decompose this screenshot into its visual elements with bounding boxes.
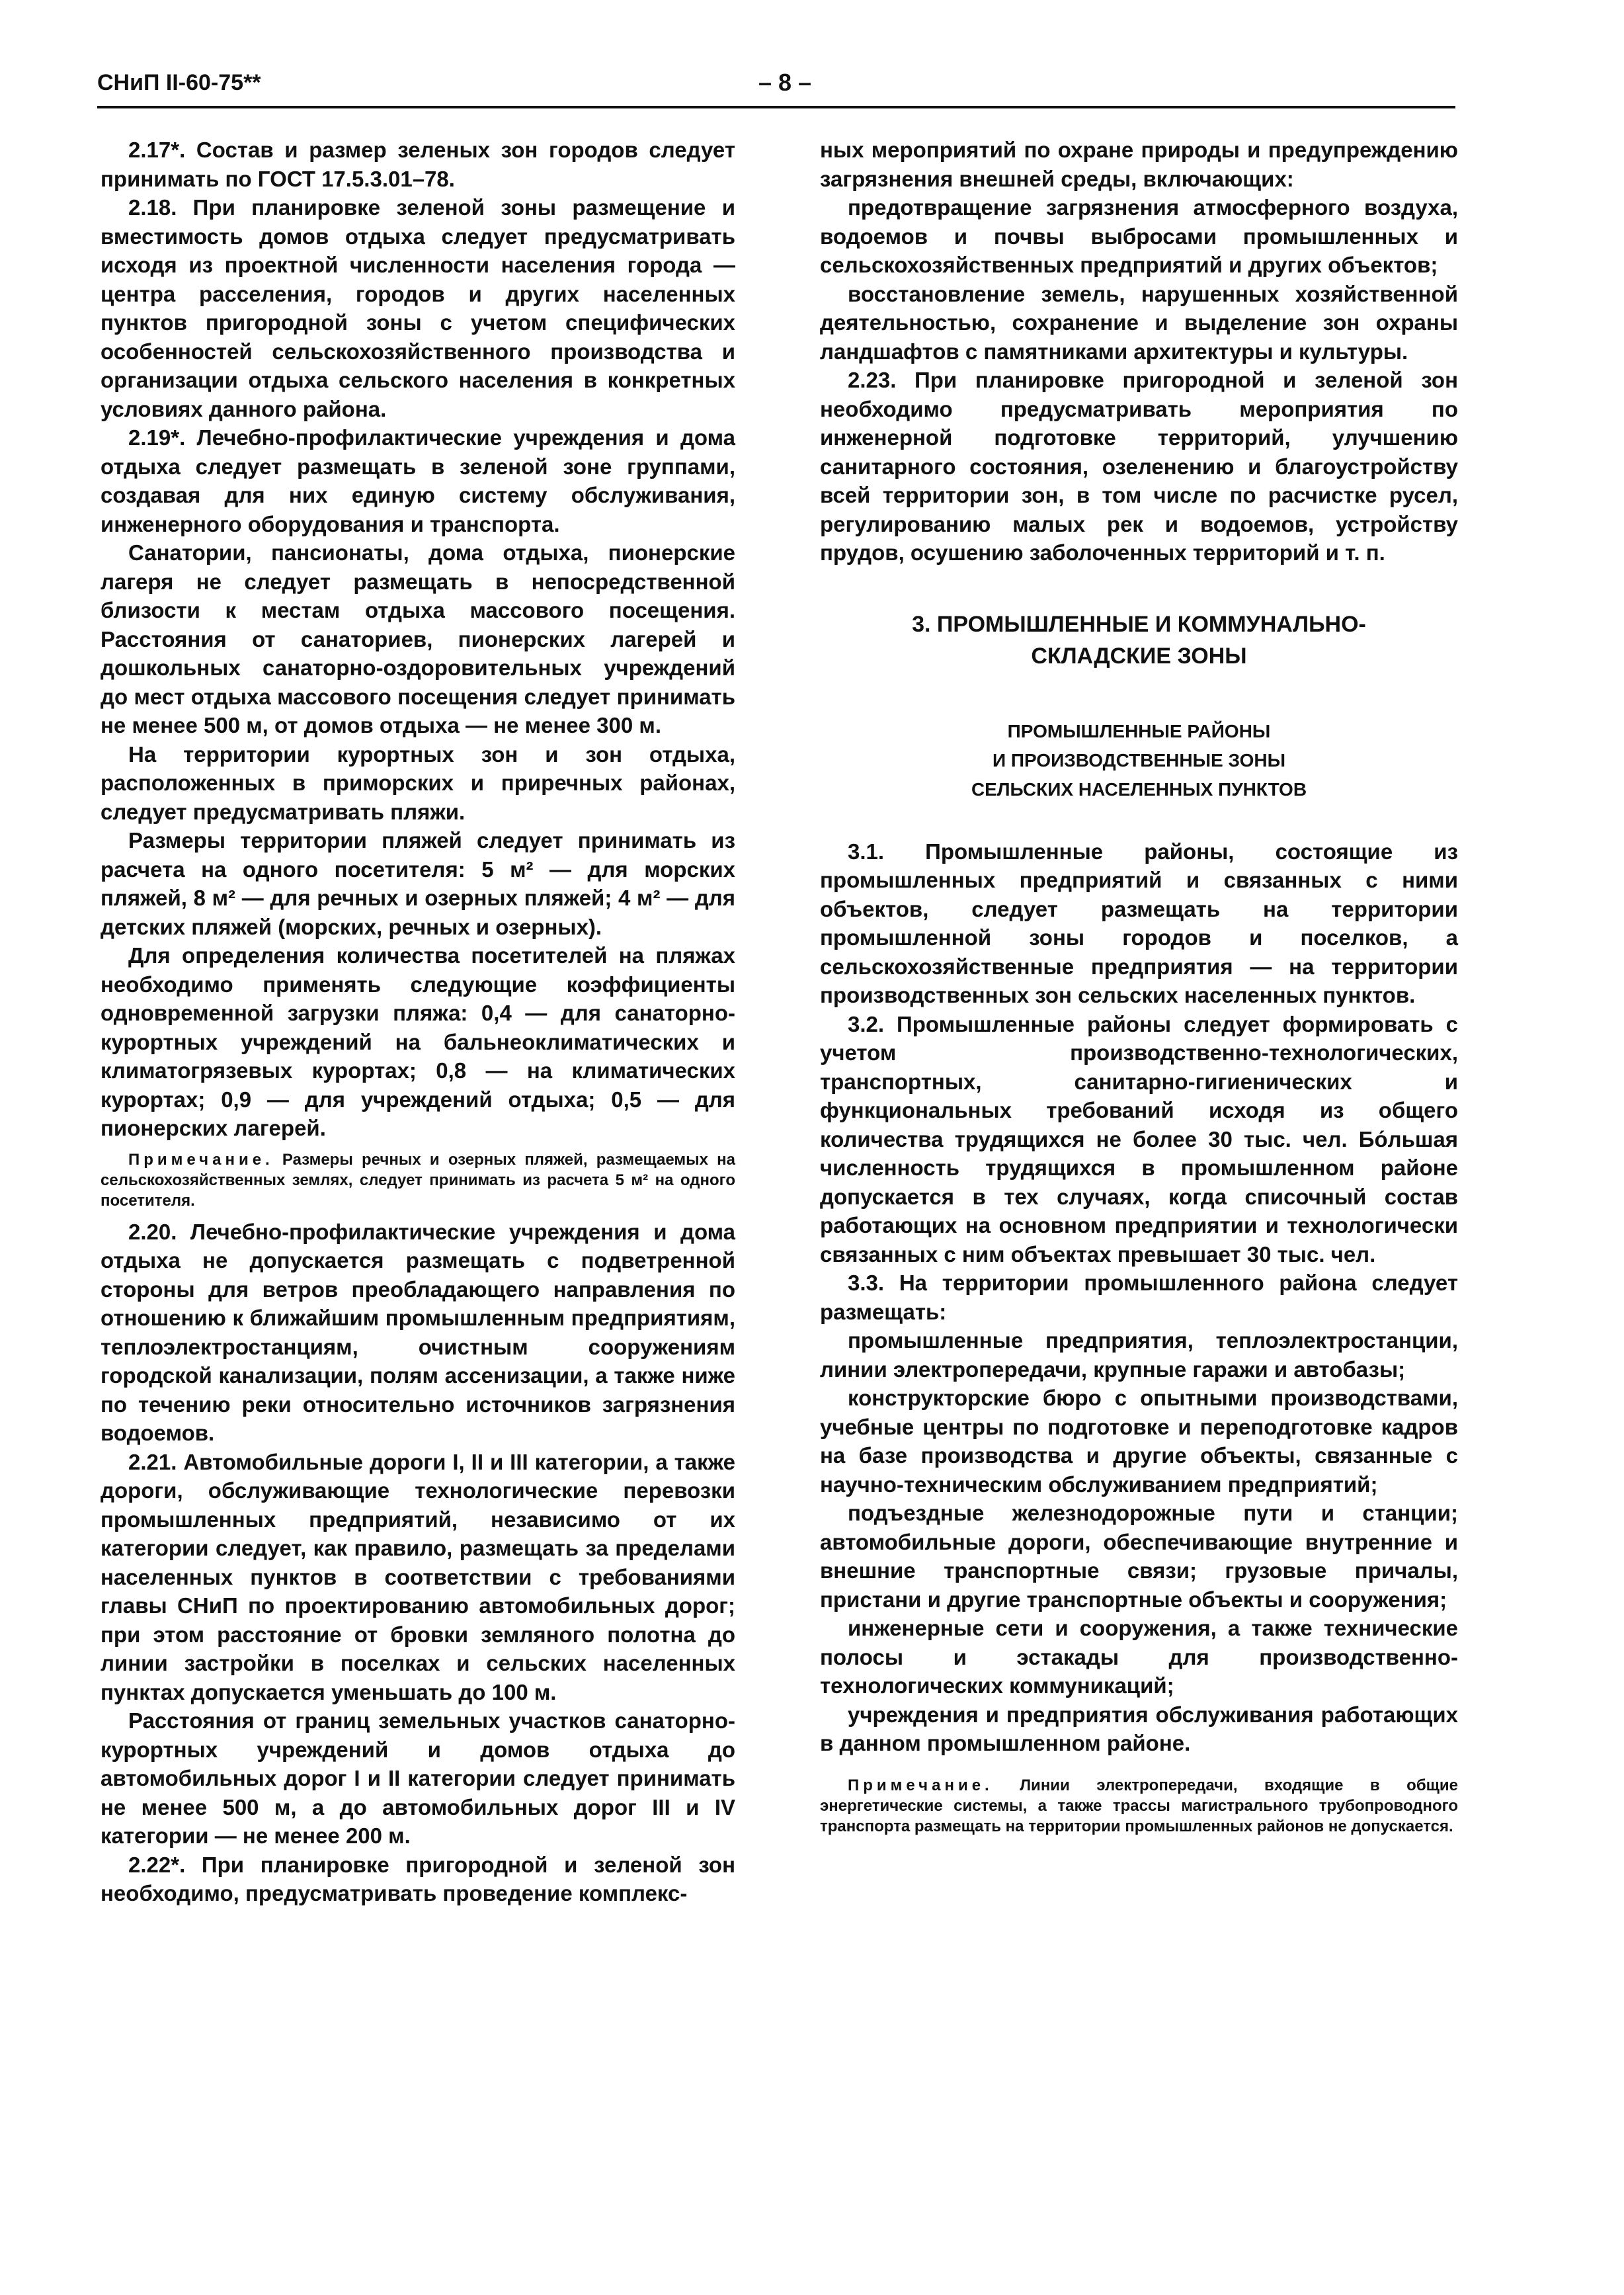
- clause-3-2: 3.2. Промышленные районы следует формировать с учетом производственно-технологических, транспортных, санитарно-гигиенических и функциональных требований исходя из общего количества трудящихся не более 30 тыс. чел. Бо́льшая численность трудящихся в промышленном районе допускается в тех случаях, когда списочный состав работающих на основном предприятии и технологически связанных с ним объектах превышает 30 тыс. чел.: [820, 1011, 1458, 1267]
- page-number: – 8 –: [758, 69, 812, 96]
- section-title: [820, 608, 1458, 672]
- document-code: СНиП II-60-75**: [97, 70, 261, 95]
- clause-2-18: 2.18. При планировке зеленой зоны размещение и вместимость домов отдыха следует предусматривать исходя из проектной численности населения города — центра расселения, городов и других населенных пунктов пригородной зоны с учетом специфических особенностей сельскохозяйственного производства и организации отдыха сельского населения в конкретных условиях данного района.: [101, 195, 735, 421]
- clause-2-21: 2.21. Автомобильные дороги I, II и III категории, а также дороги, обслуживающие технологические перевозки промышленных предприятий, независимо от их категории следует, как правило, размещать за пределами населенных пунктов в соответствии с требованиями главы СНиП по проектированию автомобильных дорог; при этом расстояние от бровки земляного полотна до линии застройки в поселках и сельских населенных пунктах допускается уменьшать до 100 м.: [101, 1449, 735, 1704]
- note-label: Примечание.: [848, 1776, 993, 1794]
- clause-2-22: 2.22*. При планировке пригородной и зеленой зон необходимо, предусматривать проведение комплекс-: [101, 1852, 735, 1905]
- right-column: [820, 136, 1458, 1843]
- paragraph-beach-coefficients: Для определения количества посетителей на пляжах необходимо применять следующие коэффициенты одновременной загрузки пляжа: 0,4 — для санаторно-курортных учреждений на бальнеоклиматических и климатогрязевых курортах; 0,8 — на климатических курортах; 0,9 — для учреждений отдыха; 0,5 — для пионерских лагерей.: [101, 943, 735, 1140]
- list-item-industrial-enterprises: промышленные предприятия, теплоэлектростанции, линии электропередачи, крупные гаражи и автобазы;: [820, 1328, 1458, 1382]
- list-item-air-protection: предотвращение загрязнения атмосферного воздуха, водоемов и почвы выбросами промышленных и сельскохозяйственных предприятий и других объектов;: [820, 195, 1458, 277]
- clause-2-22-continued: ных мероприятий по охране природы и предупреждению загрязнения внешней среды, включающих:: [820, 138, 1458, 191]
- note-label: Примечание.: [128, 1150, 274, 1169]
- clause-2-20: 2.20. Лечебно-профилактические учреждения и дома отдыха не допускается размещать с подветренной стороны для ветров преобладающего направления по отношению к ближайшим промышленным предприятиям, теплоэлектростанциям, очистным сооружениям городской канализации, полям ассенизации, а также ниже по течению реки относительно источников загрязнения водоемов.: [101, 1219, 735, 1445]
- clause-3-3: 3.3. На территории промышленного района следует размещать:: [820, 1271, 1458, 1324]
- list-item-service-enterprises: учреждения и предприятия обслуживания работающих в данном промышленном районе.: [820, 1702, 1458, 1755]
- paragraph-beach-sizes: Размеры территории пляжей следует принимать из расчета на одного посетителя: 5 м² — для морских пляжей, 8 м² — для речных и озерных пляжей; 4 м² — для детских пляжей (морских, речных и озерных).: [101, 828, 735, 939]
- clause-2-19: 2.19*. Лечебно-профилактические учреждения и дома отдыха следует размещать в зеленой зоне группами, создавая для них единую систему обслуживания, инженерного оборудования и транспорта.: [101, 425, 735, 536]
- paragraph-sanatoriums: Санатории, пансионаты, дома отдыха, пионерские лагеря не следует размещать в непосредственной близости к местам отдыха массового посещения. Расстояния от санаториев, пионерских лагерей и дошкольных санаторно-оздоровительных учреждений до мест отдыха массового посещения следует принимать не менее 500 м, от домов отдыха — не менее 300 м.: [101, 540, 735, 737]
- note-text: Размеры речных и озерных пляжей, размещаемых на сельскохозяйственных землях, следует принимать из расчета 5 м² на одного посетителя.: [101, 1150, 735, 1210]
- clause-2-23: 2.23. При планировке пригородной и зеленой зон необходимо предусматривать мероприятия по инженерной подготовке территорий, улучшению санитарного состояния, озеленению и благоустройству всей территории зон, в том числе по расчистке русел, регулированию малых рек и водоемов, устройству прудов, осушению заболоченных территорий и т. п.: [820, 368, 1458, 565]
- list-item-engineering-networks: инженерные сети и сооружения, а также технические полосы и эстакады для производственно-технологических коммуникаций;: [820, 1616, 1458, 1698]
- clause-2-17: 2.17*. Состав и размер зеленых зон городов следует принимать по ГОСТ 17.5.3.01–78.: [101, 138, 735, 191]
- left-column: [101, 136, 735, 1908]
- paragraph-beaches: На территории курортных зон и зон отдыха, расположенных в приморских и приречных районах, следует предусматривать пляжи.: [101, 741, 735, 824]
- note-beaches: [101, 1149, 735, 1211]
- subsection-title-line-3: СЕЛЬСКИХ НАСЕЛЕННЫХ ПУНКТОВ: [971, 778, 1307, 800]
- note-text: Линии электропередачи, входящие в общие энергетические системы, а также трассы магистрального трубопроводного транспорта размещать на территории промышленных районов не допускается.: [820, 1776, 1459, 1835]
- list-item-design-bureaus: конструкторские бюро с опытными производствами, учебные центры по подготовке и переподготовке кадров на базе производства и другие объекты, связанные с научно-техническим обслуживанием предприятий;: [820, 1386, 1458, 1497]
- section-title-line-2: СКЛАДСКИЕ ЗОНЫ: [1031, 643, 1247, 669]
- section-title-line-1: 3. ПРОМЫШЛЕННЫЕ И КОММУНАЛЬНО-: [912, 611, 1366, 637]
- list-item-transport: подъездные железнодорожные пути и станции; автомобильные дороги, обеспечивающие внутренние и внешние транспортные связи; грузовые причалы, пристани и другие транспортные объекты и сооружения;: [820, 1501, 1458, 1612]
- paragraph-road-distances: Расстояния от границ земельных участков санаторно-курортных учреждений и домов отдыха до автомобильных дорог I и II категории следует принимать не менее 500 м, а до автомобильных дорог III и IV категории — не менее 200 м.: [101, 1708, 735, 1848]
- subsection-title: [820, 717, 1458, 804]
- subsection-title-line-1: ПРОМЫШЛЕННЫЕ РАЙОНЫ: [1007, 720, 1271, 741]
- page-header: [97, 66, 1455, 108]
- list-item-land-restoration: восстановление земель, нарушенных хозяйственной деятельностью, сохранение и выделение зон охраны ландшафтов с памятниками архитектуры и культуры.: [820, 281, 1458, 364]
- clause-3-1: 3.1. Промышленные районы, состоящие из промышленных предприятий и связанных с ними объектов, следует размещать на территории промышленной зоны городов и поселков, а сельскохозяйственные предприятия — на территории производственных зон сельских населенных пунктов.: [820, 839, 1458, 1007]
- subsection-title-line-2: И ПРОИЗВОДСТВЕННЫЕ ЗОНЫ: [992, 749, 1286, 771]
- note-power-lines: [820, 1775, 1458, 1837]
